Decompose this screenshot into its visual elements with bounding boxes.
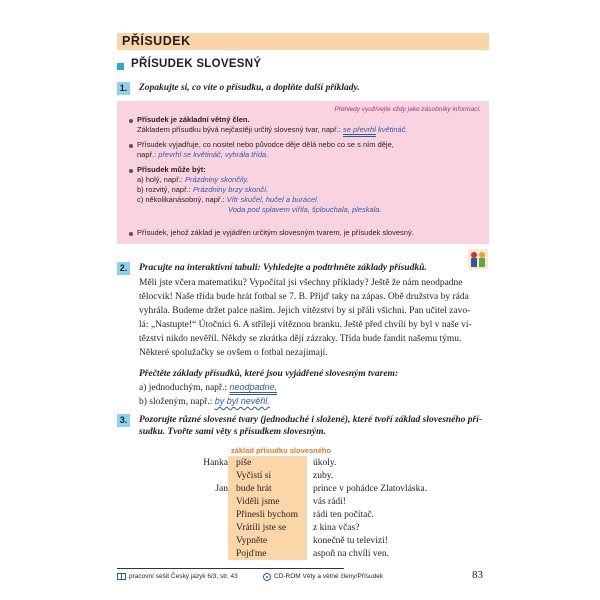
section-title: PŘÍSUDEK SLOVESNÝ (131, 58, 262, 70)
bullet-icon (129, 169, 133, 173)
footer-divider (117, 568, 344, 569)
verb-cell: Pojďme (236, 549, 267, 559)
chapter-title: PŘÍSUDEK (122, 34, 191, 48)
interactive-whiteboard-icon (468, 249, 488, 269)
question-b: b) složeným, např.: by byl nevěřil. (139, 396, 270, 407)
rest-cell: vás rádi! (313, 497, 346, 507)
paragraph-line: vyhrála. Budeme držet palce našim. Jejich vítězství by si přáli všichni. Pan učitel zavo- (139, 306, 471, 316)
task-number-1: 1. (117, 82, 130, 95)
task-2-paragraph (139, 276, 472, 360)
page-number: 83 (472, 569, 483, 581)
paragraph-line: Některé spolužačky se ovšem o fotbal nezajímají. (139, 348, 328, 358)
info-p1: Přísudek je základní větný člen. Základem přísudku bývá nejčastěji určitý slovesný tvar, např.: se převrhl květináč. (137, 115, 408, 134)
question-a: a) jednoduchým, např.: neodpadne, (139, 382, 278, 393)
task-3-text: Pozorujte různé slovesné tvary (jednoduché i složené), které tvoří základ slovesného pří- sudku. Tvořte sami věty s přísudkem slovesným. (139, 415, 483, 437)
task-number-3: 3. (117, 414, 130, 427)
footer-workbook: pracovní sešit Český jazyk 6/3, str. 43 (129, 573, 238, 580)
verb-cell: Vrátili jste se (236, 523, 287, 533)
verb-cell: píše (236, 458, 252, 468)
paragraph-line: lá: „Nastupte!“ Útočníci 6. A střílejí vítěznou branku. Ještě před chvílí by byl v naše ví- (139, 320, 472, 330)
question-text: Přečtěte základy přísudků, které jsou vyjádřené slovesným tvarem: (139, 369, 399, 379)
subjects-column (183, 457, 228, 496)
info-p3: Přísudek může být: a) holý, např.: Prázdniny skončily. b) rozvitý, např.: Prázdniny brzy skončí. c) několikanásobný, např.: Vítr skučel, hučel a burácel. Voda pod splavem vířila, šplouchala, pleskala. (137, 165, 382, 214)
table-heading: základ přísudku slovesného (231, 446, 332, 455)
paragraph-line: tělocvik! Naše třída bude hrát fotbal se 7. B. Přijď taky na zápas. Obě družstva by ráda (139, 292, 469, 302)
rest-column (313, 457, 427, 561)
verb-cell: Viděli jsme (236, 497, 280, 507)
task-2-text: Pracujte na interaktivní tabuli: Vyhledejte a podtrhněte základy přísudků. (139, 263, 427, 273)
verbs-column (236, 457, 298, 561)
rest-cell: konečně tu televizi! (313, 536, 388, 546)
workbook-icon (117, 573, 126, 580)
rest-cell: prince v pohádce Zlatovláska. (313, 484, 427, 494)
bullet-icon (129, 119, 133, 123)
verb-cell: Vyčistí si (236, 471, 272, 481)
info-p4: Přísudek, jehož základ je vyjádřen určitým slovesným tvarem, je přísudek slovesný. (137, 228, 414, 237)
verb-cell: Vypněte (236, 536, 268, 546)
chapter-header-bar (117, 33, 489, 50)
info-box (117, 101, 489, 244)
bullet-icon (129, 144, 133, 148)
rest-cell: rádi ten počítač. (313, 510, 374, 520)
bullet-icon (129, 232, 133, 236)
rest-cell: úkoly. (313, 458, 337, 468)
task-number-2: 2. (117, 262, 130, 275)
info-p2: Přísudek vyjadřuje, co nositel nebo původce děje dělá nebo co se s ním děje, např.: převrhl se květináč, vyhrála třída. (137, 140, 394, 159)
verb-cell: Přinesli bychom (236, 510, 299, 520)
paragraph-line: Měli jste včera matematiku? Vypočítal jsi všechny příklady? Ještě že nám neodpadne (139, 278, 463, 288)
section-marker-icon (117, 63, 124, 70)
cd-rom-icon (263, 573, 271, 581)
info-box-note: Přehledy využívejte vždy jako zásobníky informací. (334, 106, 481, 113)
rest-cell: zuby. (313, 471, 334, 481)
footer-cdrom: CD-ROM Věty a větné členy/Přísudek (274, 573, 384, 580)
task-2-question (139, 368, 398, 409)
subject-cell: Jan (215, 484, 228, 494)
verb-cell: bude hrát (236, 484, 272, 494)
paragraph-line: tězství nikdo nevěřil. Někdy se zkrátka dějí zázraky. Třída bude fandit našemu týmu. (139, 334, 462, 344)
subject-cell: Hanka (203, 458, 228, 468)
rest-cell: z kina včas? (313, 523, 360, 533)
rest-cell: aspoň na chvíli ven. (313, 549, 389, 559)
task-1-text: Zopakujte si, co víte o přísudku, a doplňte další příklady. (139, 83, 360, 93)
